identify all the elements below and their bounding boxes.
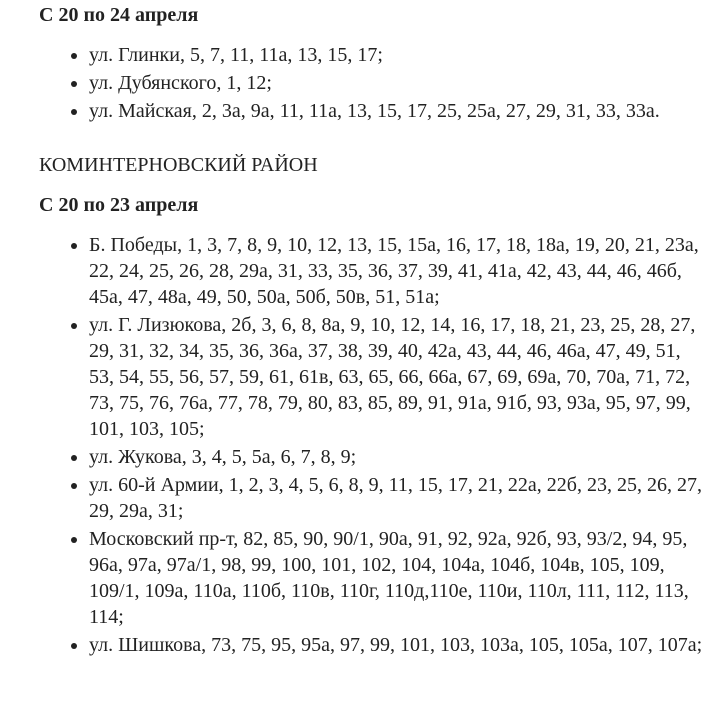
district-heading: КОМИНТЕРНОВСКИЙ РАЙОН (39, 154, 318, 176)
list-item: • ул. Г. Лизюкова, 2б, 3, 6, 8, 8а, 9, 10, 12, 14, 16, 17, 18, 21, 23, 25, 28, 27, 29, 31, 32, 34, 35, 36, 36а, 37, 38, 39, 40, 42а, 43, 44, 46, 46а, 47, 49, 51, 53, 54, 55, 56, 57, 59, 61, 61в, 63, 65, 66, 66а, 67, 69, 69а, 70, 70а, 71, 72, 73, 75, 76, 76а, 77, 78, 79, 80, 83, 85, 89, 91, 91а, 91б, 93, 93а, 95, 97, 99, 101, 103, 105; (89, 312, 706, 442)
list-item: • Московский пр-т, 82, 85, 90, 90/1, 90а, 91, 92, 92а, 92б, 93, 93/2, 94, 95, 96а, 97а, 97а/1, 98, 99, 100, 101, 102, 104, 104а, 104б, 104в, 105, 109, 109/1, 109а, 110а, 110б, 110в, 110г, 110д,110е, 110и, 110л, 111, 112, 113, 114; (89, 526, 706, 630)
list-item: • ул. Глинки, 5, 7, 11, 11а, 13, 15, 17; (89, 42, 706, 68)
street-list-2 (39, 232, 706, 658)
date-heading-1: С 20 по 24 апреля (39, 4, 199, 26)
list-item: • Б. Победы, 1, 3, 7, 8, 9, 10, 12, 13, 15, 15а, 16, 17, 18, 18а, 19, 20, 21, 23а, 22, 24, 25, 26, 28, 29а, 31, 33, 35, 36, 37, 39, 41, 41а, 42, 43, 44, 46, 46б, 45а, 47, 48а, 49, 50, 50а, 50б, 50в, 51, 51а; (89, 232, 706, 310)
list-item: • ул. 60-й Армии, 1, 2, 3, 4, 5, 6, 8, 9, 11, 15, 17, 21, 22а, 22б, 23, 25, 26, 27, 29, 29а, 31; (89, 472, 706, 524)
list-item: • ул. Майская, 2, 3а, 9а, 11, 11а, 13, 15, 17, 25, 25а, 27, 29, 31, 33, 33а. (89, 98, 706, 124)
list-item: • ул. Шишкова, 73, 75, 95, 95а, 97, 99, 101, 103, 103а, 105, 105а, 107, 107а; (89, 632, 706, 658)
list-item: • ул. Жукова, 3, 4, 5, 5а, 6, 7, 8, 9; (89, 444, 706, 470)
list-item: • ул. Дубянского, 1, 12; (89, 70, 706, 96)
date-heading-2: С 20 по 23 апреля (39, 194, 199, 216)
street-list-1 (39, 42, 706, 124)
